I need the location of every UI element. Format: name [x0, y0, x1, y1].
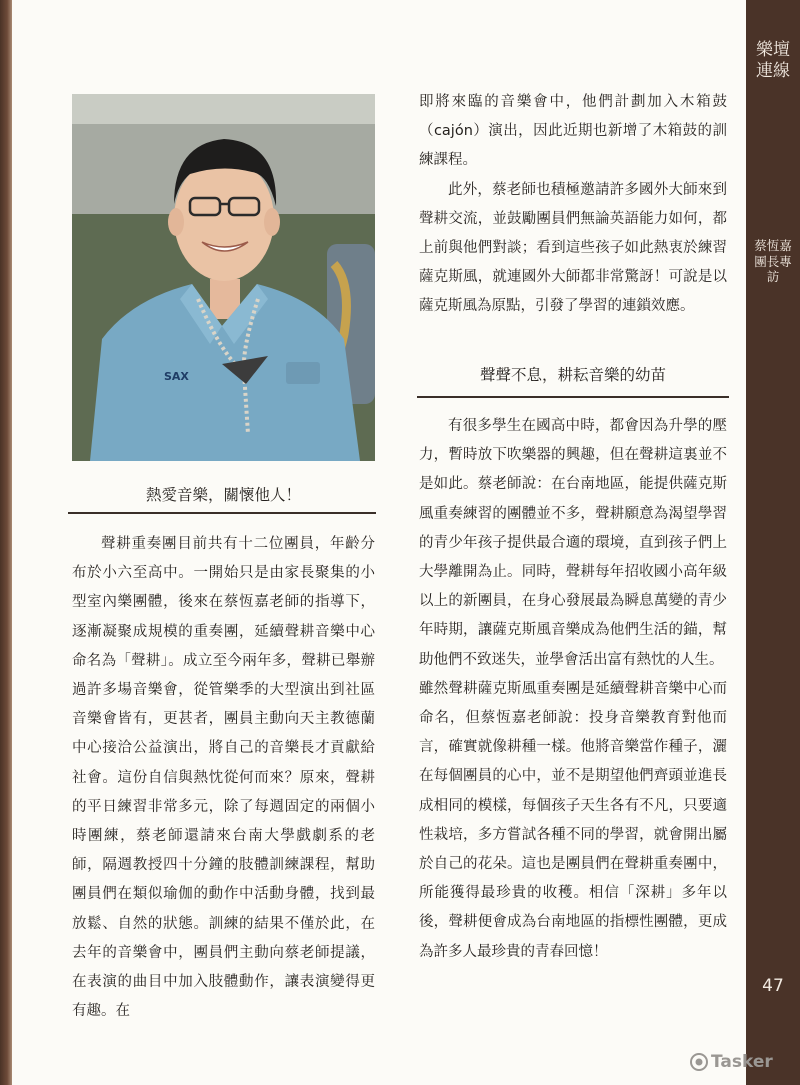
portrait-photo: [72, 94, 375, 461]
section-title: 樂壇連線: [756, 40, 790, 81]
left-text-column: [72, 530, 375, 1026]
section-subtitle: 蔡恆嘉團長專訪: [754, 238, 792, 284]
left-paragraph-1: 聲耕重奏團目前共有十二位團員，年齡分布於小六至高中。一開始只是由家長聚集的小型室內樂團體，後來在蔡恆嘉老師的指導下，逐漸凝聚成規模的重奏團，延續聲耕音樂中心命名為「聲耕」。成立至今兩年多，聲耕已舉辦過許多場音樂會，從管樂季的大型演出到社區音樂會皆有，更甚者，團員主動向天主教德蘭中心接洽公益演出，將自己的音樂長才貢獻給社會。這份自信與熱忱從何而來？原來，聲耕的平日練習非常多元，除了每週固定的兩個小時團練，蔡老師還請來台南大學戲劇系的老師，隔週教授四十分鐘的肢體訓練課程，幫助團員們在類似瑜伽的動作中活動身體，找到最放鬆、自然的狀態。訓練的結果不僅於此，在去年的音樂會中，團員們主動向蔡老師提議，在表演的曲目中加入肢體動作，讓表演變得更有趣。在: [72, 536, 375, 1020]
left-section-heading: 熱愛音樂，關懷他人！: [145, 486, 301, 504]
right-text-column-top: [419, 88, 727, 322]
shirt-logo-text: SAX: [164, 370, 189, 383]
section-sidebar: [746, 0, 800, 1085]
watermark-logo-icon: [690, 1053, 708, 1071]
right-section-heading: 聲聲不息，耕耘音樂的幼苗: [479, 366, 666, 384]
right-heading-rule: [417, 396, 729, 398]
page-fold-edge: [0, 0, 12, 1085]
right-paragraph-2: 此外，蔡老師也積極邀請許多國外大師來到聲耕交流，並鼓勵團員們無論英語能力如何，都上前與他們對談；看到這些孩子如此熱衷於練習薩克斯風，就連國外大師都非常驚訝！可說是以薩克斯風為原點，引發了學習的連鎖效應。: [419, 181, 727, 315]
left-heading-rule: [68, 512, 376, 514]
right-continuation-paragraph: 即將來臨的音樂會中，他們計劃加入木箱鼓（cajón）演出，因此近期也新增了木箱鼓的訓練課程。: [419, 94, 727, 169]
right-paragraph-3: 有很多學生在國高中時，都會因為升學的壓力，暫時放下吹樂器的興趣，但在聲耕這裏並不是如此。蔡老師說：在台南地區，能提供薩克斯風重奏練習的團體並不多，聲耕願意為渴望學習的青少年孩子提供最合適的環境，直到孩子們上大學離開為止。同時，聲耕每年招收國小高年級以上的新團員，在身心發展最為瞬息萬變的青少年時期，讓薩克斯風音樂成為他們生活的錨，幫助他們不致迷失，並學會活出富有熱忱的人生。: [419, 418, 727, 668]
right-paragraph-4: 雖然聲耕薩克斯風重奏團是延續聲耕音樂中心而命名，但蔡恆嘉老師說：投身音樂教育對他而言，確實就像耕種一樣。他將音樂當作種子，灑在每個團員的心中，並不是期望他們齊頭並進長成相同的模樣，每個孩子天生各有不凡，只要適性栽培，多方嘗試各種不同的學習，就會開出屬於自己的花朵。這也是團員們在聲耕重奏團中，所能獲得最珍貴的收穫。相信「深耕」多年以後，聲耕便會成為台南地區的指標性團體，更成為許多人最珍貴的青春回憶！: [419, 680, 727, 960]
page-number: 47: [762, 976, 784, 996]
right-text-column-bottom: [419, 412, 727, 967]
watermark-text: Tasker: [711, 1052, 773, 1072]
